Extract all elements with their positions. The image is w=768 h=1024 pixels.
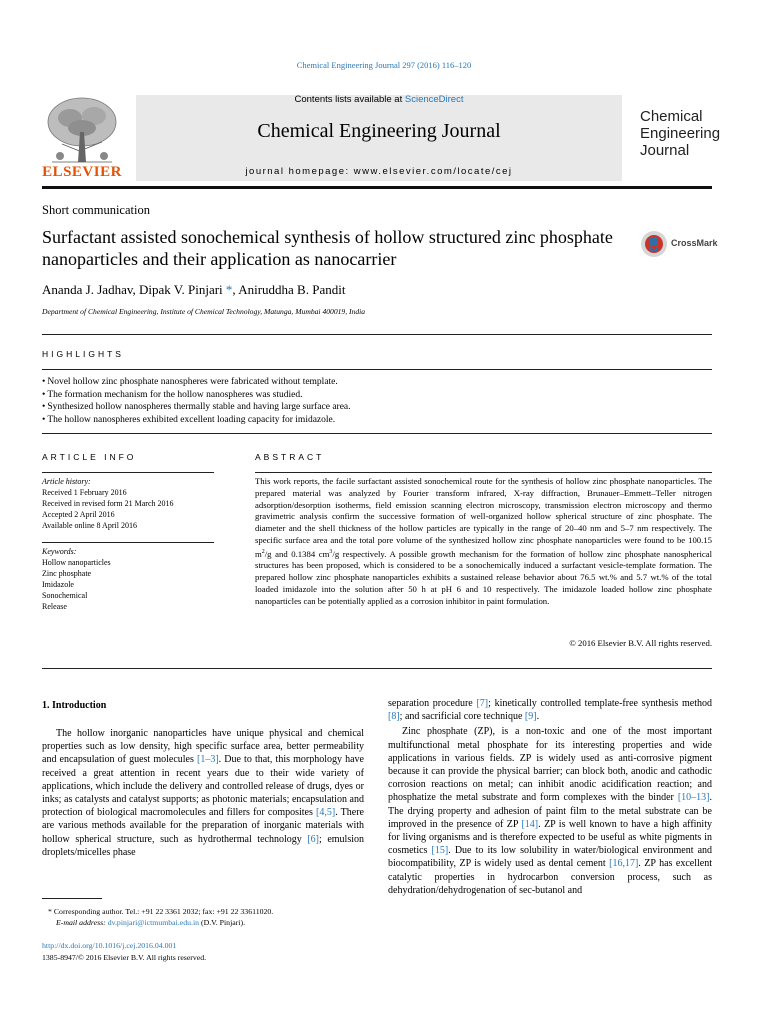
journal-homepage[interactable]: journal homepage: www.elsevier.com/locate/cej	[245, 166, 513, 177]
contents-line	[136, 94, 622, 105]
issn-line: 1385-8947/© 2016 Elsevier B.V. All rights reserved.	[42, 953, 207, 962]
body-text: . There are various methods available for the preparation of inorganic materials with hollow spherical structure, such as hydrothermal technology	[42, 807, 364, 845]
reference-link[interactable]: [1–3]	[196, 754, 219, 766]
paragraph	[388, 697, 712, 723]
body-text: . ZP has excellent catalytic properties in hydrocarbon conversion process, such as dehydration/dehydrogenation of sec-butanol and	[388, 858, 712, 896]
author-list	[42, 282, 345, 298]
highlights-list	[42, 376, 702, 426]
body-text: separation procedure	[388, 698, 477, 709]
section-divider	[42, 334, 712, 335]
article-info-heading: ARTICLE INFO	[42, 452, 137, 462]
right-column	[388, 697, 712, 897]
journal-cover-title	[640, 108, 720, 159]
contents-prefix: Contents lists available at	[294, 94, 405, 105]
article-type: Short communication	[42, 203, 150, 217]
corresponding-author-mark[interactable]: *	[222, 282, 233, 297]
abstract-text: /g and 0.1384 cm	[264, 548, 330, 559]
section-heading: 1. Introduction	[42, 700, 107, 711]
corresponding-author-note: * Corresponding author. Tel.: +91 22 3361 2032; fax: +91 22 33611020.	[48, 907, 274, 916]
abstract-heading: ABSTRACT	[255, 452, 325, 462]
keywords-label: Keywords:	[42, 547, 77, 556]
reference-link[interactable]: [4,5]	[316, 807, 336, 819]
history-item: Received 1 February 2016	[42, 488, 127, 497]
intro-paragraph	[42, 727, 364, 859]
history-item: Received in revised form 21 March 2016	[42, 499, 174, 508]
highlight-item: • The hollow nanospheres exhibited excellent loading capacity for imidazole.	[42, 414, 702, 427]
body-text: . ZP is well known to have a high affinity for living organisms and is therefore expected to be useful as white pigments in cosmetics	[388, 818, 712, 857]
info-rule	[42, 472, 214, 473]
journal-citation[interactable]: Chemical Engineering Journal 297 (2016) 116–120	[296, 60, 472, 70]
reference-link[interactable]: [14]	[521, 818, 539, 830]
highlight-item: • The formation mechanism for the hollow nanospheres was studied.	[42, 389, 702, 402]
article-history	[42, 476, 232, 531]
doi-link[interactable]: http://dx.doi.org/10.1016/j.cej.2016.04.001	[42, 941, 177, 950]
keyword: Release	[42, 602, 67, 611]
authors-part: Ananda J. Jadhav, Dipak V. Pinjari	[42, 282, 223, 297]
email-suffix: (D.V. Pinjari).	[199, 918, 246, 927]
reference-link[interactable]: [6]	[307, 833, 319, 845]
elsevier-wordmark: ELSEVIER	[42, 164, 122, 180]
body-text: . Due to its low solubility in water/biological environment and biocompatibility, ZP is widely used as dental cement	[388, 845, 713, 870]
info-rule	[42, 542, 214, 543]
history-item: Available online 8 April 2016	[42, 521, 137, 530]
journal-title: Chemical Engineering Journal	[257, 120, 501, 142]
email-link[interactable]: dv.pinjari@ictmumbai.edu.in	[107, 918, 200, 927]
reference-link[interactable]: [10–13]	[677, 792, 710, 804]
affiliation: Department of Chemical Engineering, Institute of Chemical Technology, Matunga, Mumbai 400019, India	[42, 307, 366, 316]
history-label: Article history:	[42, 477, 91, 486]
history-item: Accepted 2 April 2016	[42, 510, 115, 519]
body-text: Zinc phosphate (ZP), is a non-toxic and one of the most important multifunctional metal phosphate for its interesting properties and wide applications in various fields. ZP is widely used as anti-corrosive pigment because it can provide the physical barrier; can block both, anodic and cathodic corrosion reactions on metal; can inhibit anodic acidification reaction; and phosphatize the metal substrate and form complexes with the binder	[388, 726, 712, 804]
abstract-body	[255, 476, 712, 608]
body-text: . Due to that, this morphology have received a great attention in recent years due to their wide variety of applications, which include the delivery and controlled release of drugs, dyes or inks; as catalysts and catalyst supports; as photonic materials; encapsulation and protection of biological macromolecules and fillers for composites	[42, 754, 364, 819]
reference-link[interactable]: [9]	[524, 711, 537, 723]
reference-link[interactable]: [7]	[476, 698, 489, 709]
abstract-rule	[255, 472, 712, 473]
body-text: .	[536, 711, 540, 723]
superscript: 2	[261, 548, 265, 555]
header-rule	[42, 186, 712, 189]
cover-title-line: Engineering	[640, 125, 721, 142]
keyword: Imidazole	[42, 580, 74, 589]
body-text: ; and sacrificial core technique	[399, 711, 525, 723]
article-title: Surfactant assisted sonochemical synthesis of hollow structured zinc phosphate nanoparticles and their application as nanocarrier	[42, 227, 613, 269]
body-text: ; kinetically controlled template-free synthesis method	[488, 698, 712, 709]
superscript: 3	[329, 548, 333, 555]
body-text: ; emulsion droplets/micelles phase	[42, 833, 364, 858]
crossmark-icon	[640, 230, 668, 258]
reference-link[interactable]: [8]	[388, 711, 400, 723]
abstract-copyright: © 2016 Elsevier B.V. All rights reserved.	[569, 638, 712, 648]
cover-title-line: Journal	[640, 142, 690, 159]
keyword: Hollow nanoparticles	[42, 558, 111, 567]
body-text: . The drying property and adhesion of paint film to the metal substrate can be improved in the presence of ZP	[388, 792, 712, 830]
crossmark-label: CrossMark	[671, 238, 718, 248]
section-divider	[42, 668, 712, 669]
body-text: The hollow inorganic nanoparticles have unique physical and chemical properties such as low density, high specific surface area, better permeability and encapsulation of guest molecules	[42, 728, 364, 766]
email-label: E-mail address:	[56, 918, 108, 927]
keyword: Sonochemical	[42, 591, 88, 600]
highlight-item: • Novel hollow zinc phosphate nanospheres were fabricated without template.	[42, 376, 702, 389]
keyword: Zinc phosphate	[42, 569, 92, 578]
abstract-text: This work reports, the facile surfactant assisted sonochemical route for the synthesis of hollow zinc phosphate nanoparticles. The prepared material was analyzed by Fourier transform infrared, X-ray diffraction, Brunauer–Emmett–Teller nitrogen adsorption/desorption isotherms, field emission scanning electron microscopy, transmission electron microscopy and thermo gravimetric analysis confirm the successive formation of well-organized hollow spherical structure of zinc phosphate. The diameter and the shell thickness of the hollow particles are typically in the range of 20–40 nm and 5–7 nm respectively. The specific surface area and the total pore volume of the synthesized hollow zinc phosphate nanoparticles were found to be 100.15 m	[255, 476, 712, 559]
abstract-text: /g respectively. A possible growth mechanism for the formation of hollow zinc phosphate nanospherical structures has been proposed, which is considered to be a sonochemically induced a surfactant vesicle-template formation. The prepared hollow zinc phosphate nanoparticles exhibits a sustained release behavior about 76.5 wt.% and 5.7 wt.% of the total loaded imidazole into the solution after 50 h at pH 6 and 10 respectively. The imidazole loaded hollow zinc phosphate nanoparticles can be potentially applied as a corrosion inhibitor in paint formulation.	[255, 548, 713, 606]
footnote-rule	[42, 898, 102, 899]
section-divider	[42, 433, 712, 434]
sciencedirect-link[interactable]: ScienceDirect	[404, 94, 464, 105]
section-divider	[42, 369, 712, 370]
highlight-item: • Synthesized hollow nanospheres thermally stable and having large surface area.	[42, 401, 702, 414]
keywords	[42, 546, 232, 612]
crossmark-badge[interactable]	[640, 230, 728, 260]
reference-link[interactable]: [15]	[431, 845, 449, 857]
reference-link[interactable]: [16,17]	[609, 858, 639, 870]
paragraph	[388, 725, 712, 897]
cover-title-line: Chemical	[640, 108, 703, 125]
footnote	[42, 906, 364, 928]
highlights-heading: HIGHLIGHTS	[42, 349, 124, 359]
authors-part: , Aniruddha B. Pandit	[232, 282, 346, 297]
